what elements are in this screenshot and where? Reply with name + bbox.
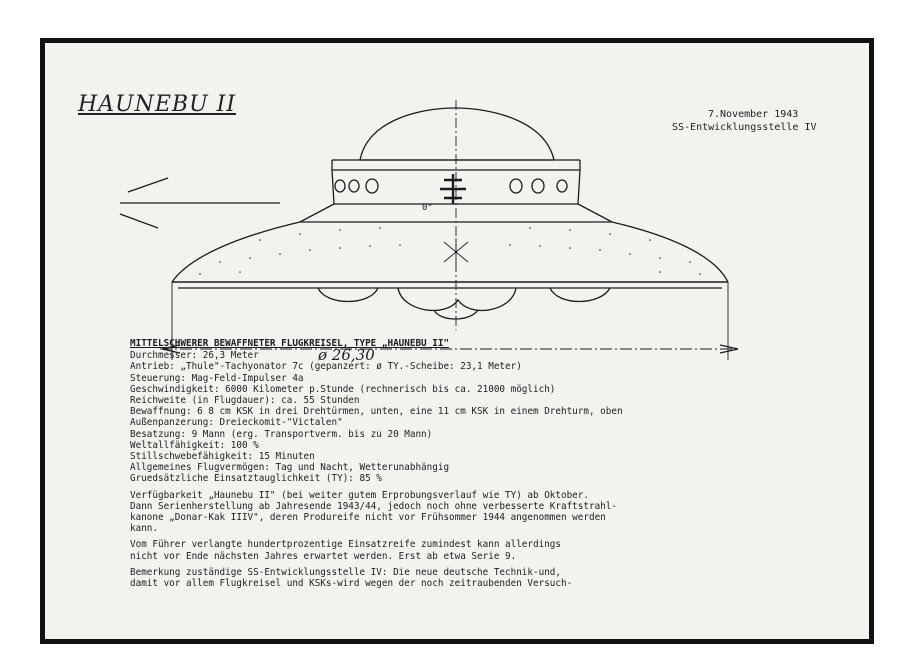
spec-line: Geschwindigkeit: 6000 Kilometer p.Stunde (rechnerisch bis ca. 21000 möglich): [130, 383, 556, 395]
dome-outline: [360, 108, 554, 160]
spec-line: Weltallfähigkeit: 100 %: [130, 439, 259, 451]
spec-line: Allgemeines Flugvermögen: Tag und Nacht, Wetterunabhängig: [130, 462, 450, 474]
note-line: Verfügbarkeit „Haunebu II" (bei weiter gutem Erprobungsverlauf wie TY) ab Oktober.: [130, 489, 589, 501]
bulge-2: [398, 288, 516, 310]
spec-line: Bewaffnung: 6 8 cm KSK in drei Drehtürmen, unten, eine 11 cm KSK in einem Drehturm, oben: [130, 406, 623, 418]
spec-heading: MITTELSCHWERER BEWAFFNETER FLUGKREISEL, TYPE „HAUNEBU II": [130, 338, 450, 349]
note-line: Bemerkung zuständige SS-Entwicklungsstelle IV: Die neue deutsche Technik-und,: [130, 566, 561, 578]
spec-sheet: [130, 338, 770, 589]
rivet-rows: [199, 227, 701, 275]
balkenkreuz-icon: [440, 174, 466, 204]
date-block: [672, 108, 817, 134]
spec-line: Antrieb: „Thule"-Tachyonator 7c (gepanzert: ø TY.-Scheibe: 23,1 Meter): [130, 361, 522, 373]
hull-right: [578, 204, 728, 282]
note-line: kanone „Donar-Kak IIIV", deren Produreife nicht vor Frühsommer 1944 angenommen werden: [130, 512, 606, 524]
spec-line: Steuerung: Mag-Feld-Impulser 4a: [130, 372, 304, 384]
motion-line-1: [128, 178, 168, 192]
note-line: kann.: [130, 523, 158, 535]
spec-line: Außenpanzerung: Dreieckomit-"Victalen": [130, 417, 343, 429]
spec-line: Besatzung: 9 Mann (erg. Transportverm. bis zu 20 Mann): [130, 428, 433, 440]
note-line: nicht vor Ende nächsten Jahres erwartet werden. Erst ab etwa Serie 9.: [130, 550, 517, 562]
motion-line-3: [120, 214, 158, 228]
cross-label: 0": [422, 203, 433, 213]
hull-left: [172, 204, 334, 282]
burst-mark: [444, 238, 468, 266]
note-line: damit vor allem Flugkreisel und KSKs-wird wegen der noch zeitraubenden Versuch-: [130, 578, 573, 590]
spec-line: Gruedsätzliche Einsatztauglichkeit (TY): 85 %: [130, 473, 382, 485]
spec-line: Durchmesser: 26,3 Meter: [130, 350, 259, 362]
document-department: SS-Entwicklungsstelle IV: [672, 122, 817, 133]
diameter-label: ø 26,30: [318, 346, 375, 364]
spec-line: Reichweite (in Flugdauer): ca. 55 Stunden: [130, 395, 360, 407]
note-line: Vom Führer verlangte hundertprozentige Einsatzreife zumindest kann allerdings: [130, 539, 561, 551]
bulge-1: [318, 288, 378, 302]
document-date: 7.November 1943: [708, 109, 799, 120]
bulge-3: [550, 288, 610, 302]
document-title: HAUNEBU II: [78, 92, 237, 117]
spec-line: Stillschwebefähigkeit: 15 Minuten: [130, 451, 315, 463]
note-line: Dann Serienherstellung ab Jahresende 1943/44, jedoch noch ohne verbesserte Kraftstrahl-: [130, 500, 617, 512]
